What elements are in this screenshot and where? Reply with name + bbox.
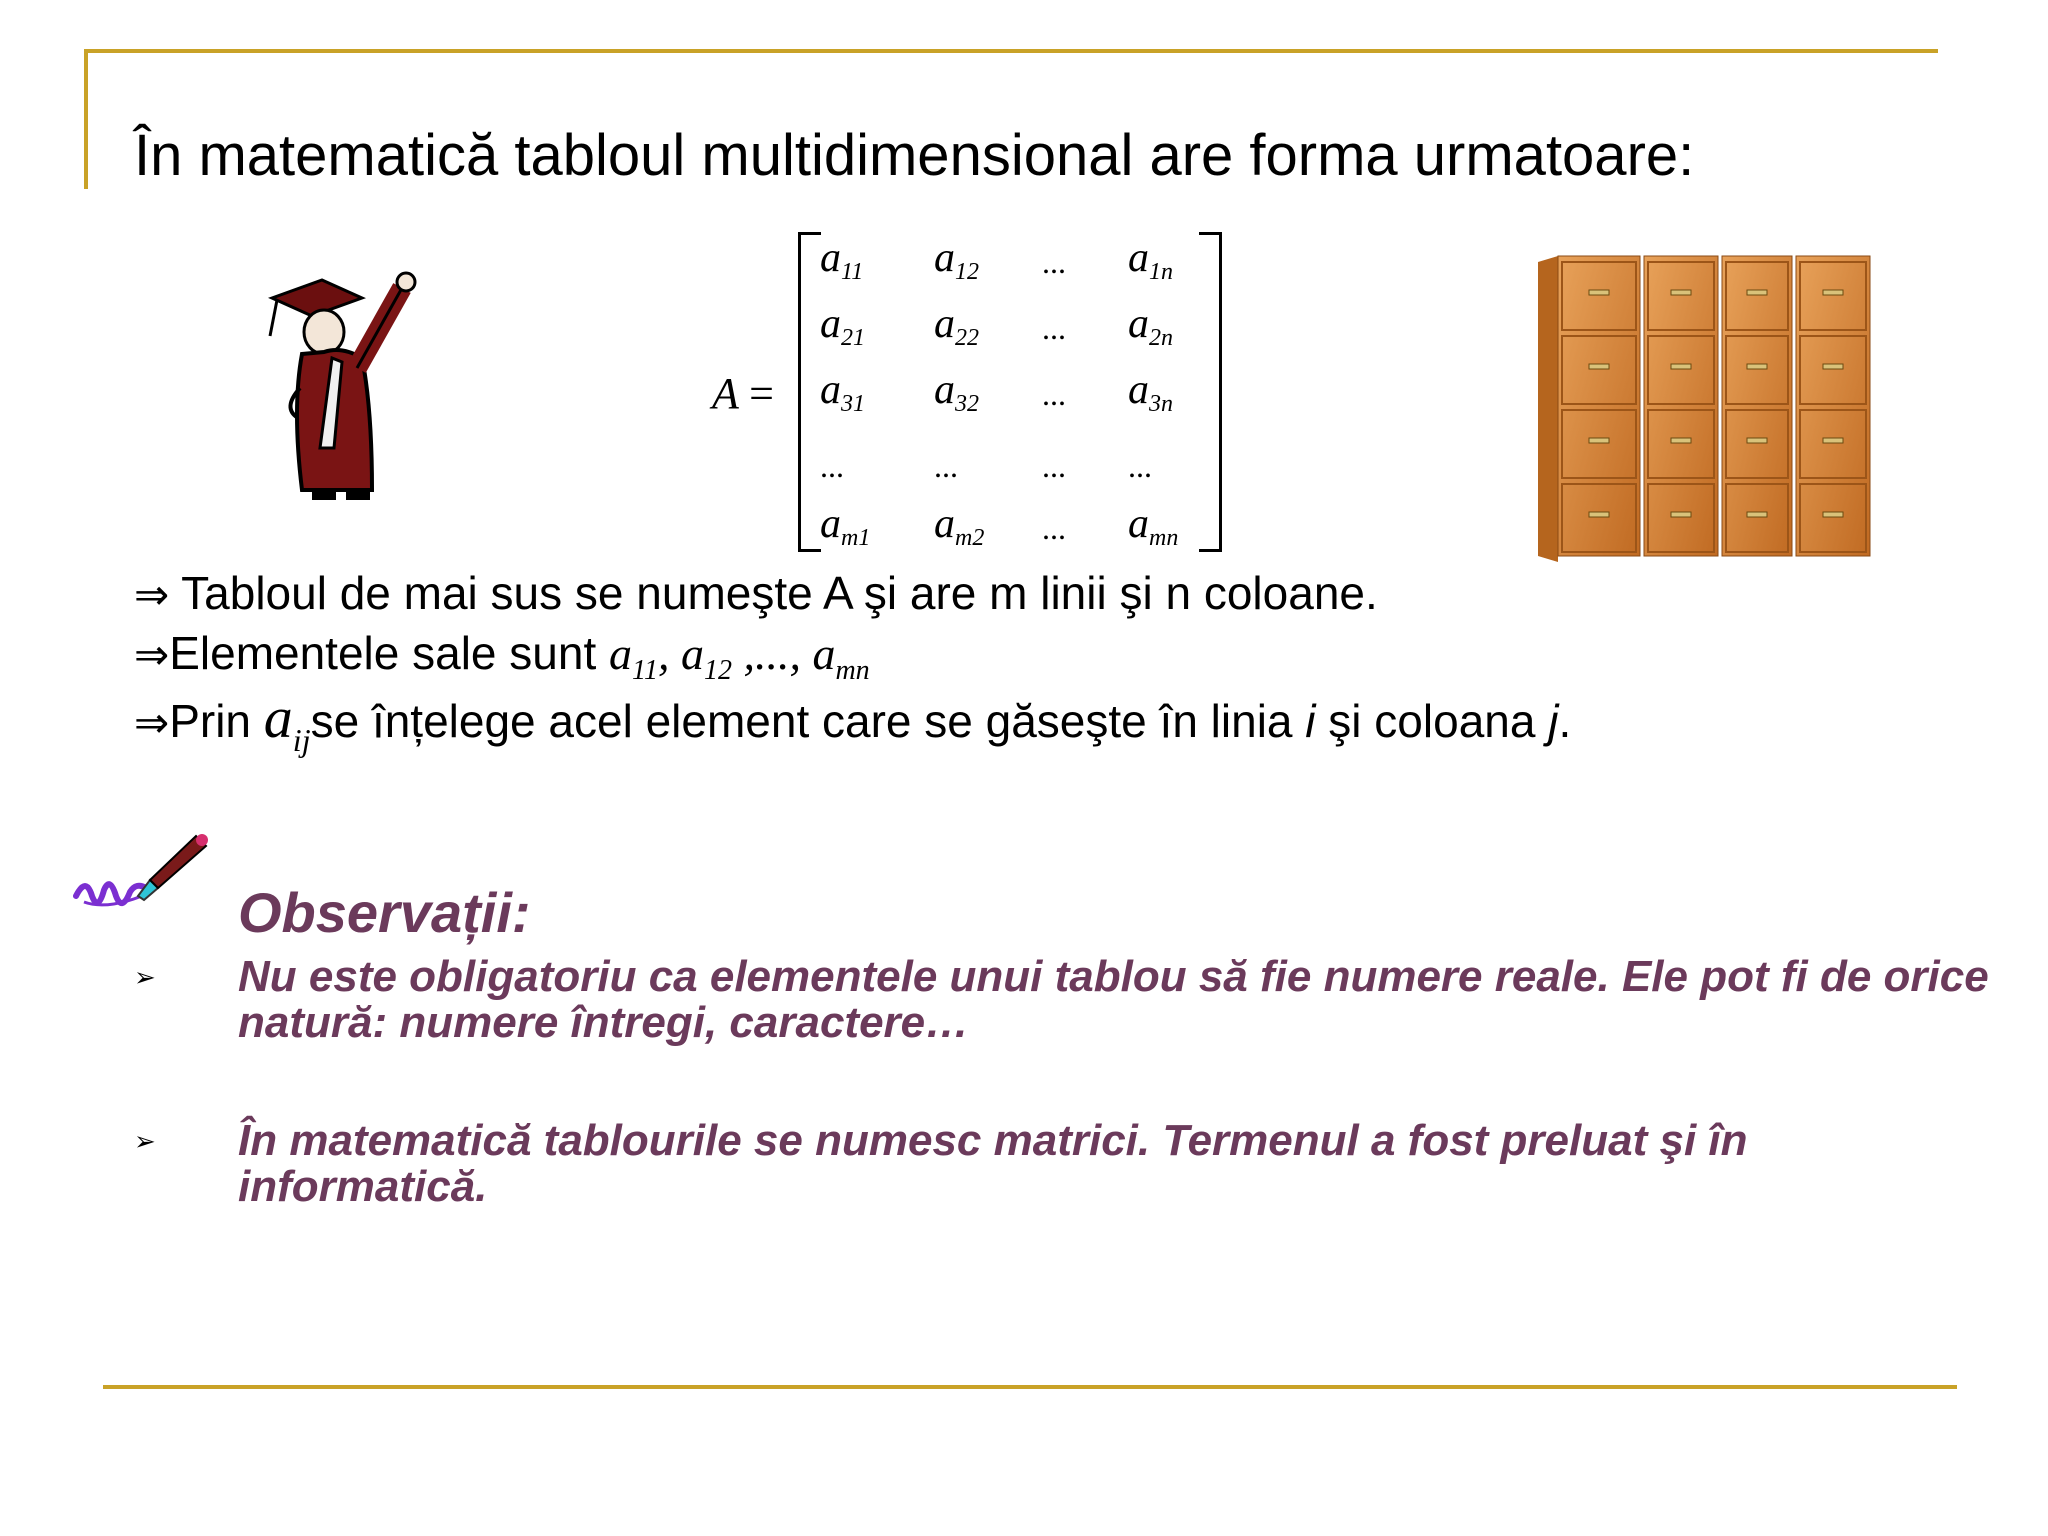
professor-clipart [262,258,422,506]
matrix-left-bracket [798,232,821,552]
implies-arrow: ⇒ [134,698,170,747]
matrix-cell: $a_{12}$ [934,235,979,285]
matrix-right-bracket [1199,232,1222,552]
matrix-cell: ... [1042,244,1066,280]
matrix-cell: $a_{11}$ [820,235,864,285]
statement-line-3: ⇒Prin $a_{ij}se$ înțelege acel element care se găseşte în linia i şi coloana j. [134,685,1572,758]
matrix-cell: $a_{1n}$ [1128,235,1173,285]
matrix-cell: ... [1042,376,1066,412]
statement-text-3-prefix: Prin [169,695,252,747]
matrix-cell: $a_{m1}$ [820,501,871,551]
matrix-cell: $a_{m2}$ [934,501,985,551]
top-border-line [84,49,1938,53]
matrix-lhs: A = [712,369,774,418]
statement-text-1: Tabloul de mai sus se numeşte A şi are m linii şi n coloane. [181,567,1378,619]
observations-title: Observații: [238,881,531,944]
matrix-cell: $a_{31}$ [820,367,865,417]
left-border-line [84,49,88,189]
implies-arrow: ⇒ [134,570,170,619]
matrix-cell: ... [1042,310,1066,346]
bottom-border-line [103,1385,1957,1389]
matrix-cell: $a_{21}$ [820,301,865,351]
matrix-cell: ... [820,448,844,484]
statement-text-3: se înțelege acel element care se găseşte în linia [310,695,1306,747]
observation-item-1: Nu este obligatoriu ca elementele unui tablou să fie numere reale. Ele pot fi de orice natură: numere întregi, caractere… [238,952,1989,1047]
matrix-cell: ... [1042,510,1066,546]
statement-text-2: Elementele sale sunt [169,627,597,679]
matrix-cell: $a_{32}$ [934,367,979,417]
matrix-cell: $a_{2n}$ [1128,301,1173,351]
matrix-cell: ... [1042,448,1066,484]
slide-title: În matematică tabloul multidimensional are forma urmatoare: [134,123,1695,188]
bullet-marker: ➢ [134,962,156,992]
matrix-formula [712,228,1232,550]
matrix-cell: $a_{22}$ [934,301,979,351]
observation-item-2: În matematică tablourile se numesc matrici. Termenul a fost preluat şi în informatică. [238,1116,1748,1211]
bullet-marker: ➢ [134,1126,156,1156]
matrix-cell: ... [934,448,958,484]
implies-arrow: ⇒ [134,630,170,679]
matrix-cell: $a_{3n}$ [1128,367,1173,417]
matrix-cell: ... [1128,448,1152,484]
statement-line-2 [134,626,870,687]
statement-line-1 [134,566,1378,620]
pen-signature-icon [72,826,214,924]
filing-cabinets-image [1538,252,1922,572]
aij-formula: $a_{ij}$ [263,685,311,758]
matrix-cell: $a_{mn}$ [1128,501,1179,551]
elements-formula: $a_{11}$, $a_{12}$ ,..., $a_{mn}$ [609,628,870,686]
